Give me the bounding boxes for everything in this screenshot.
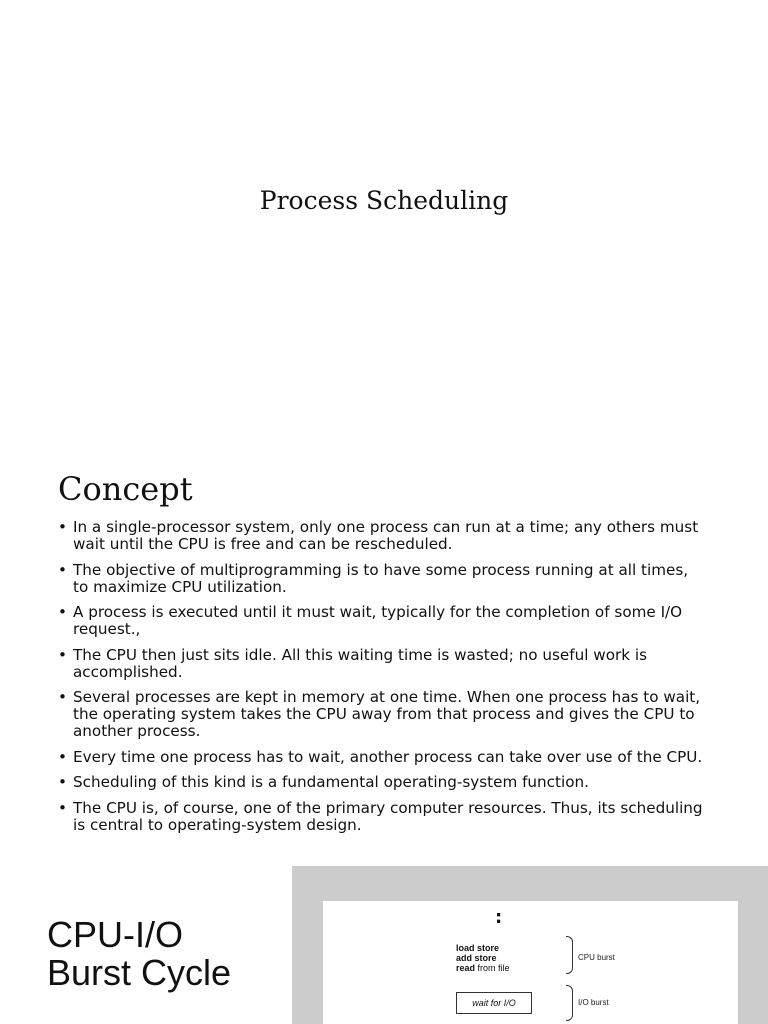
- figure-ellipsis: :: [495, 907, 503, 928]
- bullet-text: Scheduling of this kind is a fundamental operating-system function.: [73, 773, 589, 791]
- bullet-text: The objective of multiprogramming is to have some process running at all times, to maximize CPU utilization.: [73, 560, 689, 596]
- bullet-text: The CPU then just sits idle. All this waiting time is wasted; no useful work is accomplished.: [73, 645, 648, 681]
- bullet-item: [58, 749, 708, 766]
- bullet-dot-icon: •: [58, 518, 67, 536]
- bullet-text: The CPU is, of course, one of the primary computer resources. Thus, its scheduling is central to operating-system design.: [73, 798, 703, 834]
- burst-cycle-figure: [323, 901, 738, 1024]
- concept-bullet-list: [58, 519, 708, 842]
- cpu-burst-brace: [566, 936, 573, 974]
- bullet-dot-icon: •: [58, 603, 67, 621]
- bullet-dot-icon: •: [58, 798, 67, 817]
- concept-slide: [0, 440, 768, 865]
- io-burst-label: I/O burst: [578, 998, 609, 1007]
- code-line: add store: [456, 953, 497, 963]
- code-line: load store: [456, 943, 500, 953]
- burst-cycle-title-line1: CPU-I/O: [47, 914, 184, 955]
- bullet-item: [58, 604, 708, 638]
- title-slide: [0, 0, 768, 440]
- bullet-item: [58, 800, 708, 834]
- cpu-burst-label: CPU burst: [578, 953, 615, 962]
- wait-for-io-box: wait for I/O: [456, 992, 532, 1014]
- bullet-item: [58, 774, 708, 791]
- bullet-dot-icon: •: [58, 747, 67, 766]
- burst-cycle-title-line2: Burst Cycle: [47, 952, 232, 993]
- burst-cycle-title: [47, 916, 287, 992]
- bullet-text: A process is executed until it must wait, typically for the completion of some I/O request.,: [73, 603, 683, 638]
- bullet-text: In a single-processor system, only one process can run at a time; any others must wait until the CPU is free and can be rescheduled.: [73, 518, 699, 553]
- bullet-dot-icon: •: [58, 773, 67, 791]
- bullet-item: [58, 519, 708, 553]
- bullet-item: [58, 689, 708, 740]
- bullet-text: Several processes are kept in memory at one time. When one process has to wait, the operating system takes the CPU away from that process and gives the CPU to another process.: [73, 688, 701, 740]
- bullet-dot-icon: •: [58, 645, 67, 664]
- bullet-dot-icon: •: [58, 560, 67, 579]
- burst-cycle-slide: [0, 866, 768, 1024]
- code-line: read from file: [456, 963, 510, 973]
- bullet-item: [58, 562, 708, 596]
- io-burst-brace: [566, 985, 573, 1021]
- bullet-dot-icon: •: [58, 688, 67, 706]
- bullet-text: Every time one process has to wait, another process can take over use of the CPU.: [73, 747, 703, 766]
- figure-code-block: [456, 943, 510, 973]
- slide-title: Process Scheduling: [259, 186, 509, 215]
- bullet-item: [58, 647, 708, 681]
- concept-heading: Concept: [58, 470, 193, 508]
